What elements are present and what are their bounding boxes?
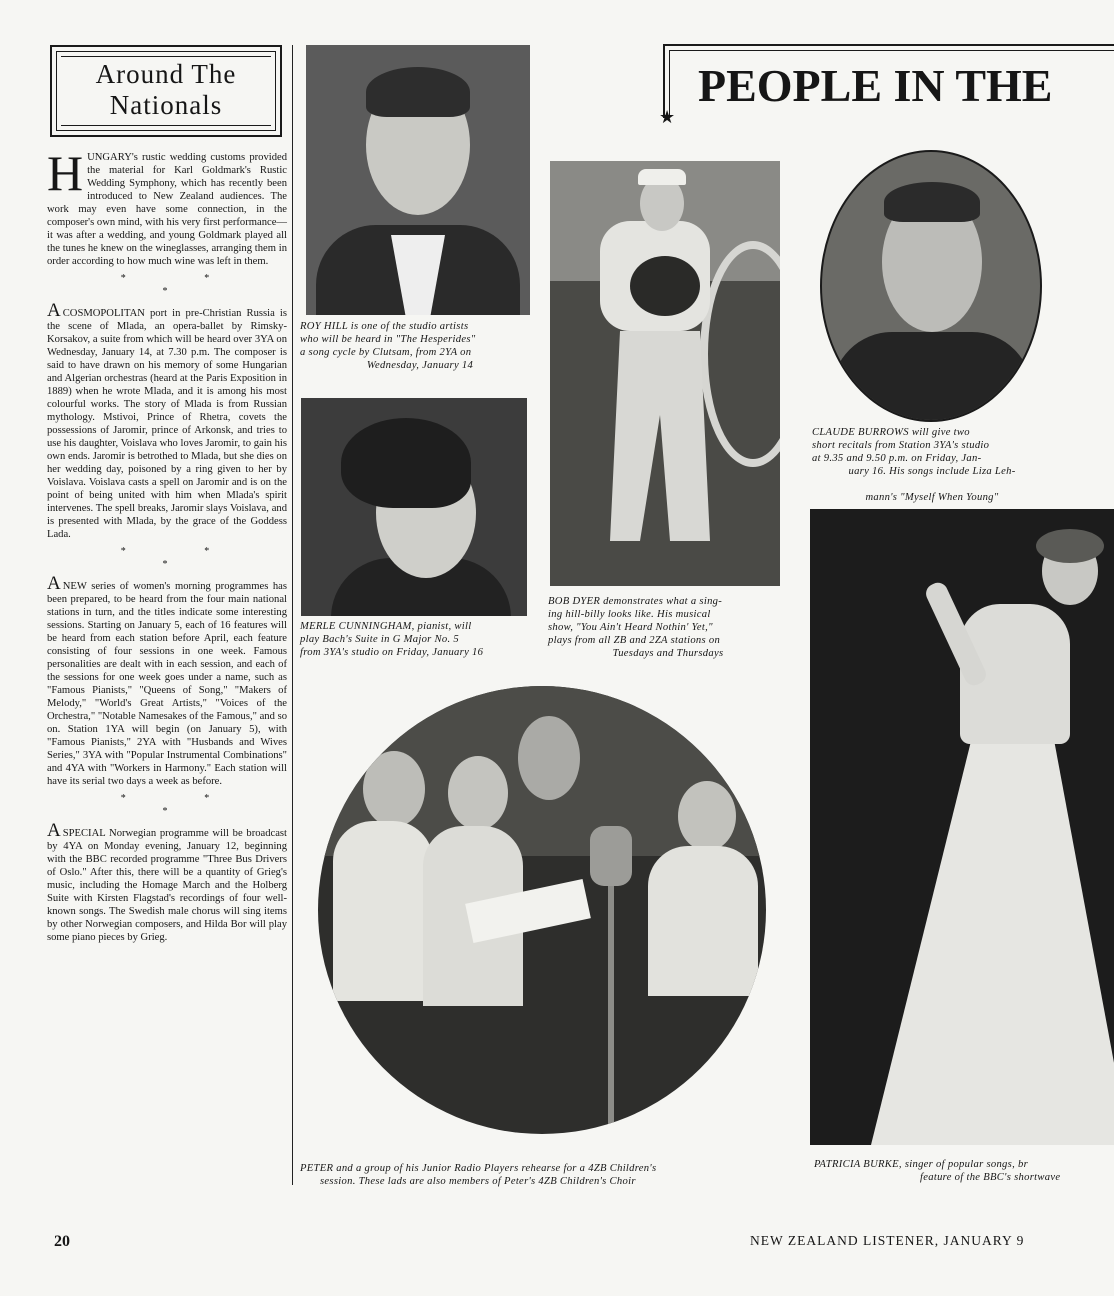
- caption-line: Wednesday, January 14: [366, 360, 474, 371]
- column-title-line1: Around The: [95, 59, 237, 89]
- initial-letter: A: [47, 820, 61, 841]
- article-paragraph-mlada: [47, 300, 287, 541]
- caption-line: Tuesdays and Thursdays: [612, 648, 724, 659]
- caption-line: BOB DYER demonstrates what a sing-: [548, 596, 723, 607]
- drop-cap: H: [47, 145, 84, 201]
- star-icon: ★: [659, 107, 676, 128]
- photo-merle-cunningham: [301, 398, 527, 616]
- paragraph-text: UNGARY's rustic wedding customs provided the material for Karl Goldmark's Rustic Wedding Symphony, which has recently been introduced to New Zealand audiences. The work may even have some connection, in the composer's own mind, with his very first performance—it was after a wedding, and young Goldmark played all the tunes he knew on the wineglasses, arranging them in order according to how much wine was left in them.: [47, 152, 287, 267]
- caption-line: plays from all ZB and 2ZA stations on: [548, 635, 721, 646]
- publication-footer: NEW ZEALAND LISTENER, JANUARY 9: [750, 1233, 1025, 1248]
- caption-line: who will be heard in "The Hesperides": [300, 334, 476, 345]
- caption-line: mann's "Myself When Young": [865, 492, 999, 503]
- caption-claude-burrows: [812, 426, 1052, 504]
- article-paragraph-hungary: [47, 145, 287, 268]
- article-paragraph-womens-series: [47, 573, 287, 788]
- caption-line: ing hill-billy looks like. His musical: [548, 609, 711, 620]
- caption-line: play Bach's Suite in G Major No. 5: [300, 634, 459, 645]
- caption-line: MERLE CUNNINGHAM, pianist, will: [300, 621, 472, 632]
- caption-line: at 9.35 and 9.50 p.m. on Friday, Jan-: [812, 453, 982, 464]
- paragraph-text: SPECIAL Norwegian programme will be broadcast by 4YA on Monday evening, January 12, beginning with the BBC recorded programme "Three Bus Drivers of Oslo." After this, there will be a quantity of Grieg's music, including the Homage March and the Holberg Suite with Kirsten Flagstad's recordings of four well-known songs. The Swedish male chorus will sing items by other Norwegian composers, and Hilda Bor will play some piano pieces by Grieg.: [47, 828, 287, 943]
- photo-peter-junior-radio-players: [318, 686, 766, 1134]
- article-paragraph-norwegian: [47, 820, 287, 944]
- caption-peter: [300, 1162, 790, 1188]
- caption-line: short recitals from Station 3YA's studio: [812, 440, 990, 451]
- column-title-box: [50, 45, 282, 137]
- column-title: [52, 59, 280, 121]
- paragraph-text: NEW series of women's morning programmes has been prepared, to be heard from the four main national stations in turn, and the titles indicate some interesting sessions. Starting on January 5, each of 16 features will be heard from each station before April, each feature consisting of four sessions in one week. Famous personalities are dealt with in each session, and each of the sessions for one week goes under a name, such as "Famous Pianists," "Queens of Song," "Makers of Melody," "World's Great Artists," "Voices of the Orchestra," "Notable Namesakes of the Famous," and so on. Station 1YA will begin (on January 5), with "Famous Pianists," 2YA with "Husbands and Wives Series," 3YA with "Popular Instrumental Combinations" and 4YA with "Workers in Harmony." Each station will have its serial two days a week as before.: [47, 581, 287, 787]
- column-title-line2: Nationals: [109, 90, 223, 120]
- article-column: [47, 145, 287, 944]
- caption-line: feature of the BBC's shortwave: [920, 1172, 1061, 1183]
- caption-line: a song cycle by Clutsam, from 2YA on: [300, 347, 472, 358]
- column-divider: [292, 45, 293, 1185]
- photo-roy-hill: [306, 45, 530, 315]
- section-divider: * * *: [120, 546, 248, 570]
- caption-merle-cunningham: [300, 620, 540, 659]
- caption-line: show, "You Ain't Heard Nothin' Yet,": [548, 622, 713, 633]
- caption-line: PATRICIA BURKE, singer of popular songs, br: [814, 1159, 1028, 1170]
- initial-letter: A: [47, 573, 61, 594]
- caption-line: ROY HILL is one of the studio artists: [300, 321, 469, 332]
- caption-line: CLAUDE BURROWS will give two: [812, 427, 970, 438]
- photo-claude-burrows: [820, 150, 1042, 422]
- caption-patricia-burke: [814, 1158, 1114, 1184]
- caption-line: uary 16. His songs include Liza Leh-: [848, 466, 1016, 477]
- section-divider: * * *: [120, 273, 248, 297]
- caption-bob-dyer: [548, 595, 788, 660]
- page-title: PEOPLE IN THE: [698, 60, 1053, 111]
- caption-line: PETER and a group of his Junior Radio Players rehearse for a 4ZB Children's: [300, 1163, 657, 1174]
- caption-line: session. These lads are also members of Peter's 4ZB Children's Choir: [320, 1176, 636, 1187]
- photo-patricia-burke: [810, 509, 1114, 1145]
- caption-roy-hill: [300, 320, 540, 372]
- paragraph-text: COSMOPOLITAN port in pre-Christian Russia is the scene of Mlada, an opera-ballet by Rimsky-Korsakov, a suite from which will be heard over 3YA on Wednesday, January 14, at 7.30 p.m. The composer is said to have drawn on his memory of some Hungarian and Algerian orchestras (heard at the Paris Exposition in 1889) when he wrote Mlada, and it is among his most colourful works. The story of Mlada is from Russian mythology. Mstivoi, Prince of Rhetra, covets the possessions of Jaromir, prince of Arkonsk, and tries to use his daughter, Voislava who loves Jaromir, to gain his own ends. Jaromir is betrothed to Mlada, but she dies on her wedding day, poisoned by a ring given to her by Voislava. Voislava casts a spell on Jaromir and is on the point of being united with him when Mlada's spirit intervenes. The spell breaks, Jaromir slays Voislava, and is presented with Mlada, by the grace of the Goddess Lada.: [47, 308, 287, 540]
- initial-letter: A: [47, 300, 61, 321]
- photo-bob-dyer: [550, 161, 780, 586]
- page-number: 20: [54, 1233, 70, 1250]
- caption-line: from 3YA's studio on Friday, January 16: [300, 647, 484, 658]
- section-divider: * * *: [120, 793, 248, 817]
